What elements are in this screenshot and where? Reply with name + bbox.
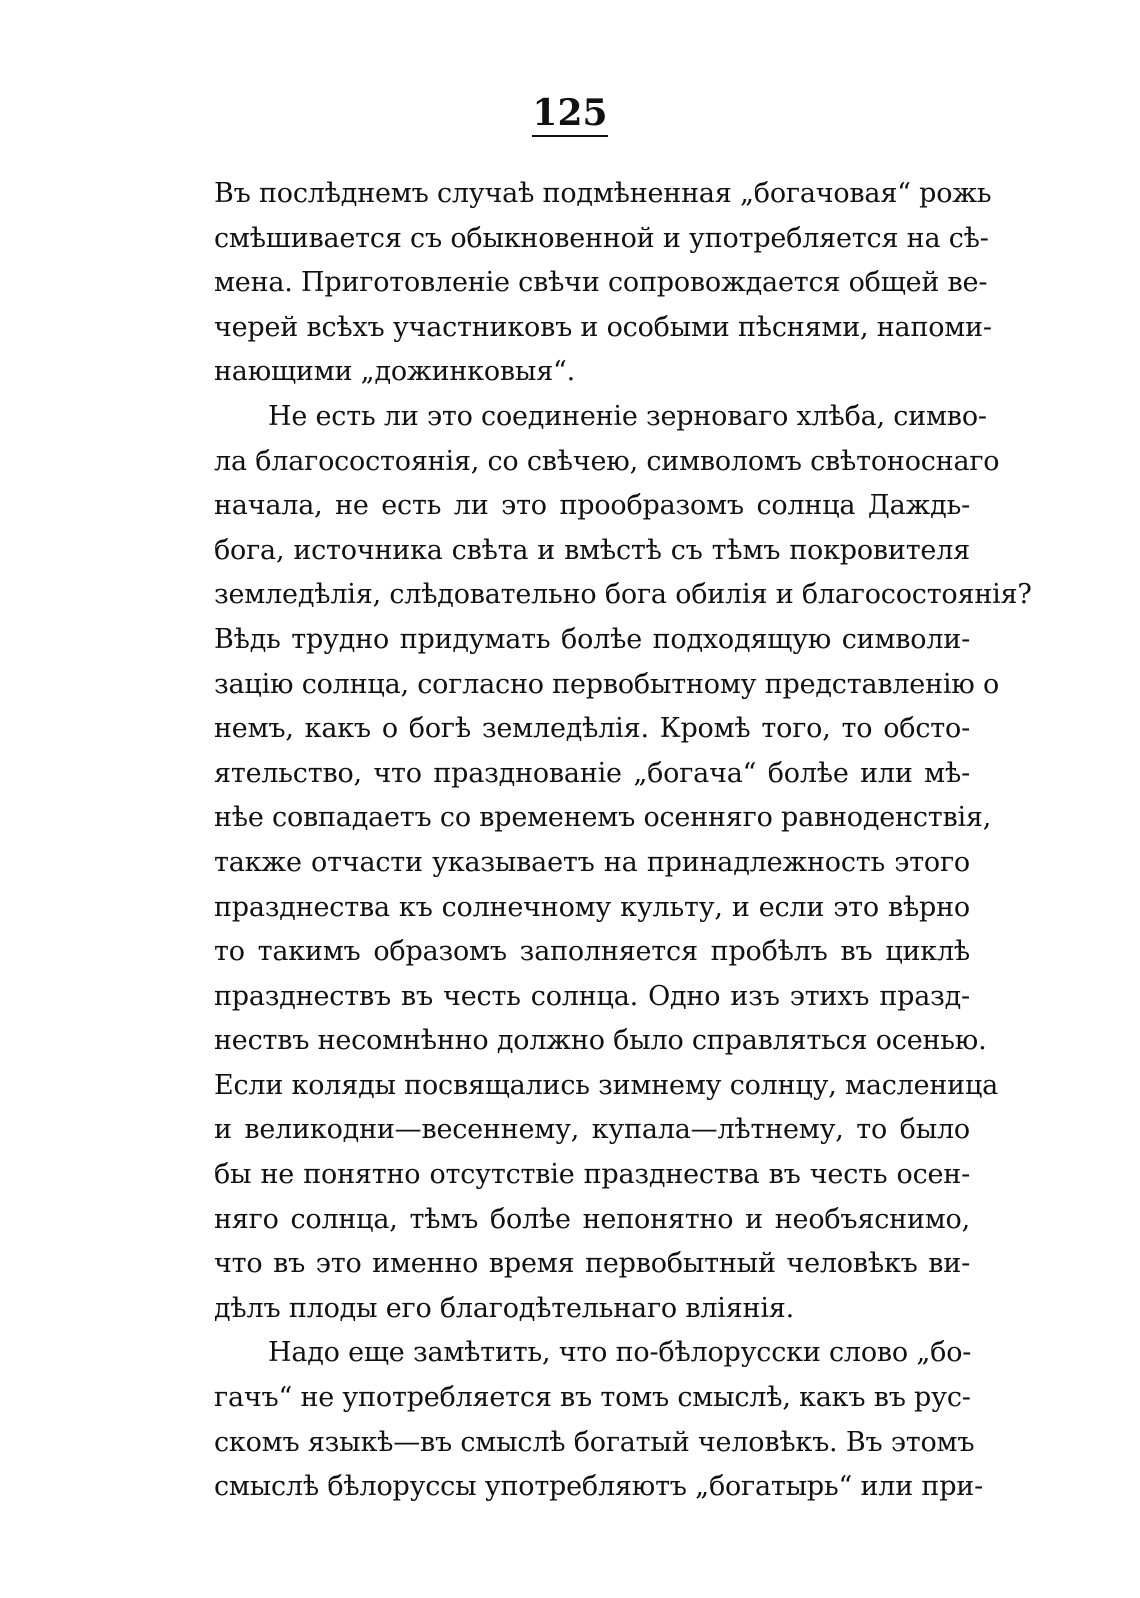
text-line: нествъ несомнѣнно должно было справляться осенью. [214,1025,987,1057]
text-line: Въ послѣднемъ случаѣ подмѣненная „богачовая“ рожь [214,178,992,209]
body-text [214,172,1032,1510]
text-line: Если коляды посвящались зимнему солнцу, масленица [214,1069,999,1101]
text-line: мена. Приготовленіе свѣчи сопровождается общей ве- [214,267,988,299]
text-line: ла благосостоянія, со свѣчею, символомъ свѣтоноснаго [214,445,1000,477]
text-line: и великодни—весеннему, купала—лѣтнему, то было [214,1114,970,1146]
text-line: гачъ“ не употребляется въ томъ смыслѣ, какъ въ рус- [214,1382,971,1414]
text-line: зацію солнца, согласно первобытному представленію о [214,668,1000,700]
text-line: нѣе совпадаетъ со временемъ осенняго равноденствія, [214,802,992,834]
page-number-text: 125 [532,95,607,137]
text-line: то такимъ образомъ заполняется пробѣлъ въ циклѣ [214,936,970,968]
text-line: дѣлъ плоды его благодѣтельнаго вліянія. [214,1292,795,1324]
text-line: также отчасти указываетъ на принадлежность этого [214,846,970,878]
text-line: Надо еще замѣтить, что по-бѣлорусски слово „бо- [268,1337,972,1369]
text-line: смѣшивается съ обыкновенной и употребляется на сѣ- [214,222,989,254]
text-line: ятельство, что празднованіе „богача“ болѣе или мѣ- [214,757,970,789]
text-line: земледѣлія, слѣдовательно бога обилія и благосостоянія? [214,579,1032,611]
text-line: бога, источника свѣта и вмѣстѣ съ тѣмъ покровителя [214,534,970,566]
text-line: черей всѣхъ участниковъ и особыми пѣснями, напоми- [214,311,992,343]
page-number [0,92,1140,137]
text-line: немъ, какъ о богѣ земледѣлія. Кромѣ того, то обсто- [214,713,970,745]
text-line: смыслѣ бѣлоруссы употребляютъ „богатырь“ или при- [214,1471,984,1503]
text-line: няго солнца, тѣмъ болѣе непонятно и необъяснимо, [214,1203,970,1235]
text-line: нающими „дожинковыя“. [214,356,576,388]
text-line: празднества къ солнечному культу, и если это вѣрно [214,891,970,923]
text-line: празднествъ въ честь солнца. Одно изъ этихъ празд- [214,980,970,1012]
text-line: начала, не есть ли это прообразомъ солнца Даждь- [214,490,970,522]
text-line: Не есть ли это соединеніе зерноваго хлѣба, симво- [268,400,987,432]
text-line: Вѣдь трудно придумать болѣе подходящую символи- [214,623,970,655]
text-line: бы не понятно отсутствіе празднества въ честь осен- [214,1159,970,1191]
text-line: скомъ языкѣ—въ смыслѣ богатый человѣкъ. Въ этомъ [214,1426,975,1458]
text-line: что въ это именно время первобытный человѣкъ ви- [214,1248,970,1280]
